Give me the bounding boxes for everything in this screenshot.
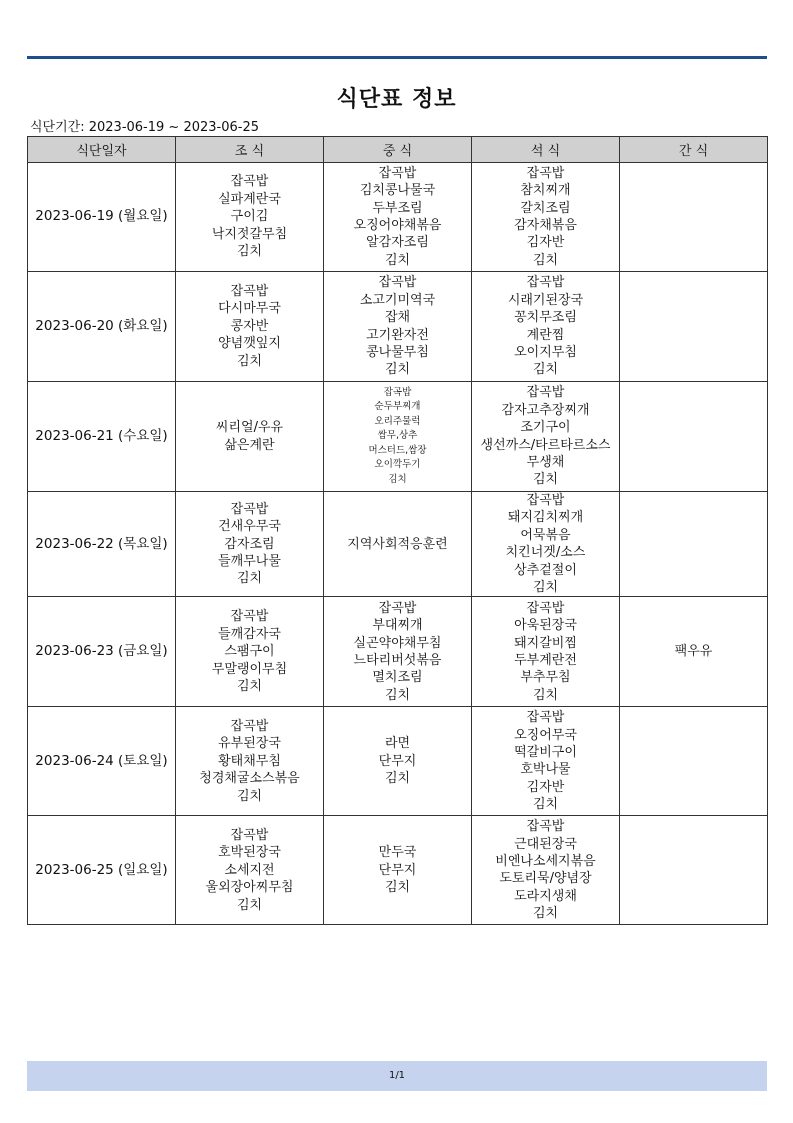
menu-item: 구이김 (230, 209, 269, 225)
menu-item: 김치 (532, 252, 559, 268)
lunch-cell (324, 492, 472, 597)
header-date: 식단일자 (28, 137, 176, 163)
table-row (28, 707, 768, 816)
menu-item: 팩우유 (674, 644, 713, 660)
menu-item: 단무지 (378, 862, 417, 878)
menu-item: 지역사회적응훈련 (347, 536, 448, 552)
menu-item: 김치 (384, 771, 411, 787)
menu-item: 잡채 (384, 310, 411, 326)
menu-item: 씨리얼/우유 (215, 420, 284, 436)
menu-item: 김치 (236, 788, 263, 804)
menu-item: 잡곡밥 (230, 283, 269, 299)
menu-item: 도토리묵/양념장 (499, 871, 592, 887)
menu-item: 김치 (236, 679, 263, 695)
menu-item: 감자채볶음 (514, 218, 577, 233)
menu-item: 황태채무침 (218, 753, 281, 769)
breakfast-cell (176, 163, 324, 272)
menu-item: 생선까스/타르타르소스 (480, 437, 611, 453)
menu-item: 청경채굴소스볶음 (199, 771, 300, 787)
menu-item: 시래기된장국 (507, 292, 584, 308)
menu-item: 두부조림 (372, 200, 423, 216)
menu-item: 소세지전 (224, 862, 275, 878)
date-cell: 2023-06-24 (토요일) (28, 707, 176, 816)
menu-item: 잡곡밥 (230, 827, 269, 843)
menu-item: 실곤약야채무침 (353, 635, 442, 651)
snack-cell (620, 382, 768, 492)
menu-item: 김치 (384, 687, 411, 703)
snack-cell (620, 816, 768, 925)
menu-item: 비엔나소세지볶음 (495, 854, 596, 870)
breakfast-cell (176, 597, 324, 707)
menu-item: 콩자반 (230, 318, 269, 334)
menu-item: 김치 (532, 797, 559, 813)
breakfast-cell (176, 382, 324, 492)
menu-item: 상추겉절이 (514, 562, 577, 578)
menu-item: 김치 (384, 880, 411, 896)
breakfast-cell (176, 492, 324, 597)
menu-item: 잡곡밥 (378, 275, 417, 291)
menu-item: 김치 (384, 362, 411, 378)
page-number: 1/1 (388, 1070, 406, 1081)
dinner-cell (472, 492, 620, 597)
menu-item: 김자반 (526, 235, 565, 251)
menu-item: 부대찌개 (372, 618, 423, 634)
menu-item: 잡곡밥 (230, 501, 269, 517)
menu-item: 김치 (532, 362, 559, 378)
lunch-cell (324, 707, 472, 816)
header-dinner: 석 식 (472, 137, 620, 163)
menu-item: 참치찌개 (520, 183, 571, 199)
menu-item: 잡곡밥 (526, 819, 565, 835)
menu-item: 잡곡밥 (526, 493, 565, 508)
header-breakfast: 조 식 (176, 137, 324, 163)
date-cell: 2023-06-23 (금요일) (28, 597, 176, 707)
menu-item: 김치 (532, 906, 559, 922)
table-row (28, 382, 768, 492)
dinner-cell (472, 163, 620, 272)
meal-table-body (28, 163, 768, 925)
menu-item: 무말랭이무침 (211, 661, 288, 677)
menu-item: 스팸구이 (224, 644, 275, 660)
menu-item: 잡곡밥 (230, 609, 269, 625)
menu-item: 알감자조림 (366, 235, 429, 251)
menu-item: 치킨너겟/소스 (505, 545, 586, 561)
menu-item: 갈치조림 (520, 200, 571, 216)
snack-cell (620, 272, 768, 382)
menu-item: 김치 (532, 472, 559, 488)
menu-item: 김치 (532, 687, 559, 703)
menu-item: 잡곡밥 (526, 385, 565, 401)
menu-item: 실파계란국 (218, 191, 281, 207)
menu-item: 양념깻잎지 (218, 336, 281, 352)
header-row (28, 137, 768, 163)
table-row (28, 272, 768, 382)
menu-item: 잡곡밥 (230, 174, 269, 190)
menu-item: 유부된장국 (218, 736, 281, 752)
menu-item: 김치 (236, 897, 263, 913)
menu-item: 잡곡밥 (526, 165, 565, 181)
menu-item: 낙지젓갈무침 (211, 226, 288, 242)
breakfast-cell (176, 816, 324, 925)
menu-item: 잡곡밥 (526, 600, 565, 616)
top-rule (27, 56, 767, 59)
menu-item: 감자고추장찌개 (501, 402, 590, 418)
table-row (28, 597, 768, 707)
menu-item: 아욱된장국 (514, 618, 577, 634)
table-row (28, 816, 768, 925)
page-title: 식단표 정보 (336, 87, 457, 112)
page-footer (27, 1061, 767, 1091)
menu-item: 잡곡밥 (230, 718, 269, 734)
menu-item: 단무지 (378, 753, 417, 769)
date-cell: 2023-06-20 (화요일) (28, 272, 176, 382)
date-cell: 2023-06-19 (월요일) (28, 163, 176, 272)
dinner-cell (472, 272, 620, 382)
menu-item: 오리주물럭 (374, 415, 421, 427)
header-lunch: 중 식 (324, 137, 472, 163)
menu-item: 삶은계란 (224, 437, 275, 453)
menu-item: 조기구이 (520, 420, 571, 436)
menu-item: 다시마무국 (218, 301, 281, 317)
snack-cell (620, 492, 768, 597)
menu-item: 소고기미역국 (359, 292, 436, 308)
menu-item: 돼지갈비찜 (514, 635, 577, 651)
meal-table (27, 136, 768, 925)
table-row (28, 492, 768, 597)
menu-period: 식단기간: 2023-06-19 ~ 2023-06-25 (30, 120, 260, 135)
menu-item: 잡곡밥 (378, 165, 417, 181)
header-snack: 간 식 (620, 137, 768, 163)
menu-item: 두부계란전 (514, 652, 577, 668)
date-cell: 2023-06-21 (수요일) (28, 382, 176, 492)
menu-item: 김치 (532, 580, 559, 596)
lunch-cell (324, 382, 472, 492)
menu-item: 어묵볶음 (520, 527, 571, 543)
date-cell: 2023-06-22 (목요일) (28, 492, 176, 597)
breakfast-cell (176, 707, 324, 816)
menu-item: 오이지무침 (514, 344, 577, 360)
menu-item: 머스터드,쌈장 (368, 444, 427, 456)
menu-item: 잡곡밥 (526, 275, 565, 291)
menu-item: 만두국 (378, 845, 417, 861)
menu-item: 라면 (384, 736, 411, 752)
menu-item: 느타리버섯볶음 (353, 652, 442, 668)
menu-item: 호박된장국 (218, 845, 281, 861)
menu-item: 오징어무국 (514, 727, 577, 743)
menu-item: 들깨무나물 (218, 553, 281, 569)
table-row (28, 163, 768, 272)
lunch-cell (324, 597, 472, 707)
menu-item: 근대된장국 (514, 836, 577, 852)
lunch-cell (324, 163, 472, 272)
menu-item: 잡곡밥 (383, 386, 412, 398)
menu-item: 오이깍두기 (374, 459, 421, 471)
menu-item: 감자조림 (224, 536, 275, 552)
date-cell: 2023-06-25 (일요일) (28, 816, 176, 925)
dinner-cell (472, 707, 620, 816)
menu-item: 들깨감자국 (218, 626, 281, 642)
snack-cell (620, 707, 768, 816)
menu-item: 건새우무국 (218, 519, 281, 535)
menu-item: 김치콩나물국 (359, 183, 436, 199)
breakfast-cell (176, 272, 324, 382)
menu-item: 꽁치무조림 (514, 310, 577, 326)
lunch-cell (324, 272, 472, 382)
menu-item: 울외장아찌무침 (205, 880, 294, 896)
menu-item: 계란찜 (526, 327, 565, 343)
menu-item: 오징어야채볶음 (353, 218, 442, 233)
lunch-cell (324, 816, 472, 925)
menu-item: 잡곡밥 (378, 600, 417, 616)
menu-item: 순두부찌개 (374, 401, 421, 413)
menu-item: 부추무침 (520, 670, 571, 686)
menu-item: 돼지김치찌개 (507, 510, 584, 526)
menu-item: 김자반 (526, 779, 565, 795)
snack-cell (620, 597, 768, 707)
menu-item: 무생채 (526, 454, 565, 470)
menu-item: 김치 (236, 353, 263, 369)
dinner-cell (472, 816, 620, 925)
menu-item: 김치 (236, 244, 263, 260)
snack-cell (620, 163, 768, 272)
menu-item: 고기완자전 (366, 327, 429, 343)
menu-item: 콩나물무침 (366, 344, 429, 360)
menu-item: 멸치조림 (372, 670, 423, 686)
menu-item: 김치 (384, 252, 411, 268)
menu-item: 떡갈비구이 (514, 745, 577, 761)
menu-item: 쌈무,상추 (377, 430, 418, 442)
menu-item: 김치 (236, 571, 263, 587)
menu-item: 호박나물 (520, 762, 571, 778)
dinner-cell (472, 382, 620, 492)
menu-item: 김치 (388, 473, 407, 485)
menu-item: 도라지생채 (514, 888, 577, 904)
menu-item: 잡곡밥 (526, 710, 565, 726)
dinner-cell (472, 597, 620, 707)
